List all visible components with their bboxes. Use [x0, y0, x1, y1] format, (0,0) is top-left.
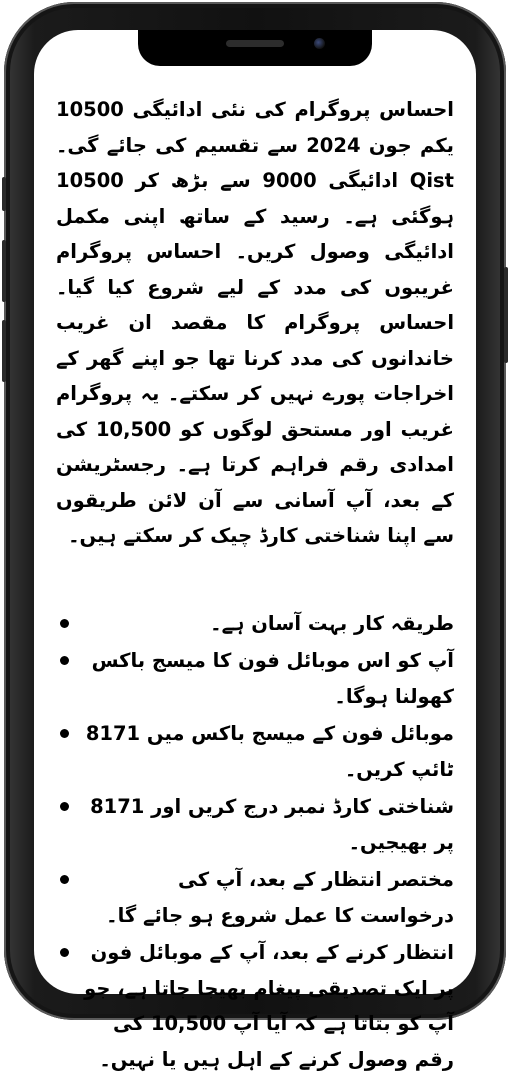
article-content — [56, 92, 454, 1079]
list-item-text: مختصر انتظار کے بعد، آپ کی درخواست کا عمل شروع ہو جائے گا۔ — [106, 868, 454, 927]
article-paragraph: احساس پروگرام کی نئی ادائیگی 10500 یکم جون 2024 سے تقسیم کی جائے گی۔ Qist ادائیگی 9000 سے بڑھ کر 10500 ہوگئی ہے۔ رسید کے ساتھ اپنی مکمل ادائیگی وصول کریں۔ احساس پروگرام غریبوں کی مدد کے لیے شروع کیا گیا۔ احساس پروگرام کا مقصد ان غریب خاندانوں کی مدد کرنا تھا جو اپنے گھر کے اخراجات پورے نہیں کر سکتے۔ یہ پروگرام غریب اور مستحق لوگوں کو 10,500 کی امدادی رقم فراہم کرتا ہے۔ رجسٹریشن کے بعد، آپ آسانی سے آن لائن طریقوں سے اپنا شناختی کارڈ چیک کر سکتے ہیں۔ — [56, 98, 454, 547]
volume-down-button — [2, 320, 6, 382]
bullet-icon — [60, 729, 69, 738]
bullet-icon — [60, 656, 69, 665]
steps-list — [56, 606, 454, 1078]
list-item — [56, 862, 454, 933]
list-item — [56, 643, 454, 714]
bullet-icon — [60, 802, 69, 811]
list-item — [56, 935, 454, 1077]
bullet-icon — [60, 619, 69, 628]
list-item — [56, 789, 454, 860]
power-button — [504, 267, 508, 363]
mute-switch — [2, 177, 6, 211]
notch — [138, 30, 372, 66]
speaker-grille — [226, 40, 284, 47]
list-item — [56, 716, 454, 787]
front-camera-icon — [314, 38, 325, 49]
list-item-text: شناختی کارڈ نمبر درج کریں اور 8171 پر بھیجیں۔ — [90, 795, 454, 854]
list-item-text: آپ کو اس موبائل فون کا میسج باکس کھولنا ہوگا۔ — [91, 649, 454, 708]
bullet-icon — [60, 875, 69, 884]
bullet-icon — [60, 948, 69, 957]
list-item-text: موبائل فون کے میسج باکس میں 8171 ٹائپ کریں۔ — [85, 722, 454, 781]
list-item-text: طریقہ کار بہت آسان ہے۔ — [210, 611, 454, 635]
list-item — [56, 606, 454, 642]
phone-screen[interactable] — [34, 30, 476, 1071]
list-item-text: انتظار کرنے کے بعد، آپ کے موبائل فون پر ایک تصدیقی پیغام بھیجا جاتا ہے، جو آپ کو بتاتا ہے کہ آیا آپ 10,500 کی رقم وصول کرنے کے اہل ہیں یا نہیں۔ — [84, 941, 454, 1071]
volume-up-button — [2, 240, 6, 302]
phone-frame — [4, 2, 506, 1071]
